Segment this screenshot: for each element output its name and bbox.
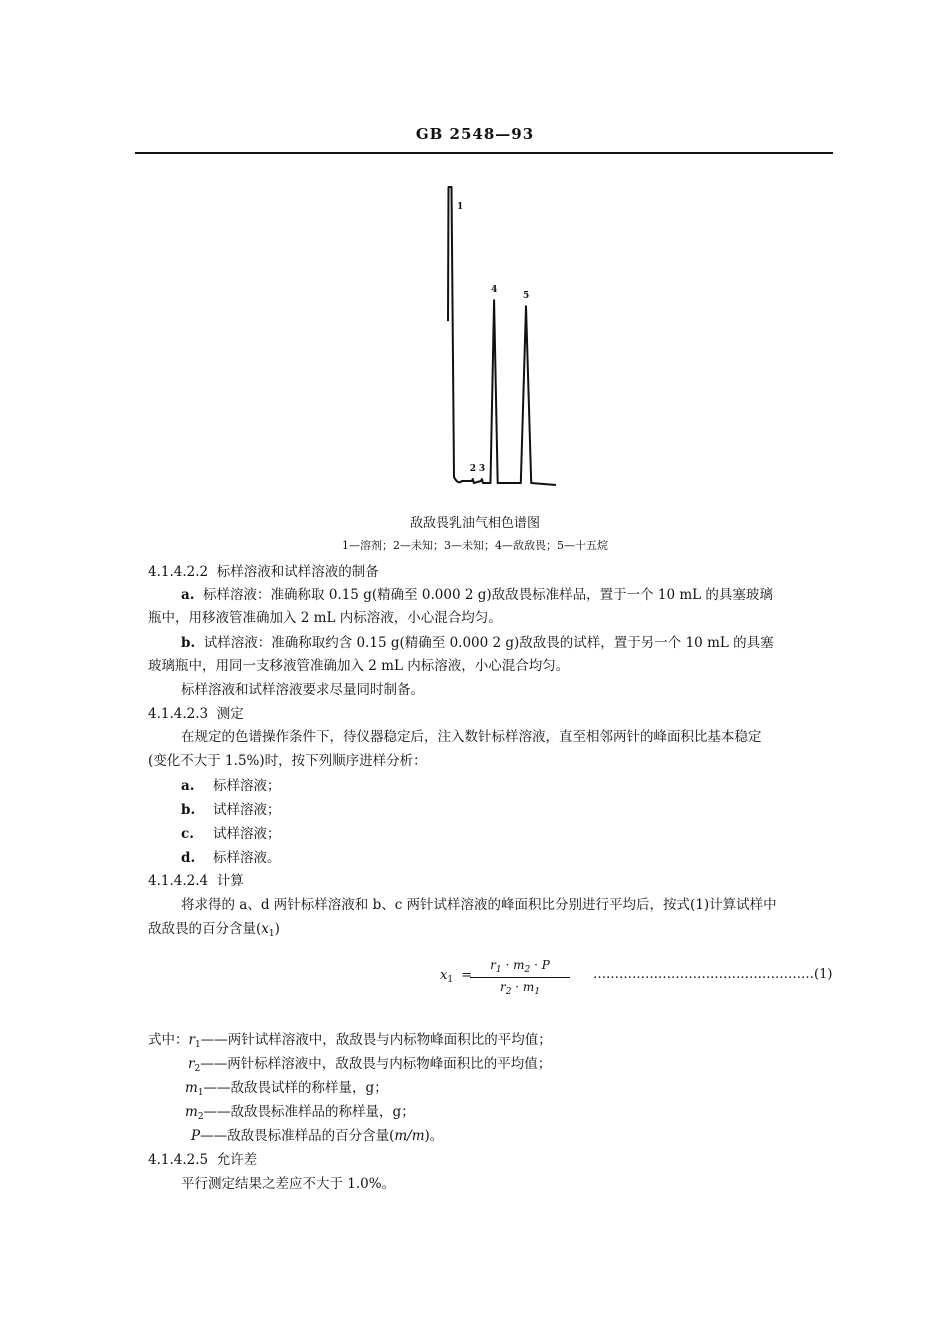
standard-code-header: GB 2548—93 [415, 125, 535, 143]
item-label: a. [181, 587, 195, 603]
equation-number: (1) [814, 967, 833, 982]
sub: 1 [534, 987, 541, 997]
chromatogram-trace [448, 187, 556, 485]
leader-dots: …………………………………………… [593, 967, 814, 982]
section-number: 4.1.4.2.2 [148, 564, 209, 580]
sym: r [490, 958, 496, 972]
item-text: 标样溶液：准确称取 0.15 g(精确至 0.000 2 g)敌敌畏标准样品，置于一个 10 mL 的具塞玻璃 [203, 587, 773, 603]
where-prefix: 式中： [148, 1032, 189, 1048]
sequence-item-b [181, 798, 281, 818]
sub: 2 [524, 965, 531, 975]
formula-lhs [440, 968, 472, 985]
item-b-line2: 玻璃瓶中，用同一支移液管准确加入 2 mL 内标溶液，小心混合均匀。 [148, 658, 570, 674]
section-4-1-4-2-3-heading [148, 702, 244, 722]
sequence-item-c [181, 822, 281, 842]
where-text: ——两针试样溶液中，敌敌畏与内标物峰面积比的平均值； [200, 1032, 552, 1048]
item-a-line1 [181, 583, 773, 603]
formula-x-sub: 1 [447, 975, 454, 985]
dot: · [505, 958, 510, 972]
sub: 1 [495, 965, 502, 975]
where-text: ——敌敌畏试样的称样量，g； [203, 1080, 388, 1096]
peak-label: 3 [478, 464, 486, 474]
section-title: 允许差 [216, 1152, 258, 1168]
peak-label: 1 [457, 202, 464, 212]
where-sym: m [185, 1080, 198, 1096]
calculation-line1: 将求得的 a、d 两针标样溶液和 b、c 两针试样溶液的峰面积比分别进行平均后，按式(1)计算试样中 [181, 897, 777, 913]
where-text: ——两针标样溶液中，敌敌畏与内标物峰面积比的平均值； [200, 1056, 552, 1072]
section-title: 测定 [216, 706, 244, 722]
item-a-line2: 瓶中，用移液管准确加入 2 mL 内标溶液，小心混合均匀。 [148, 610, 502, 626]
where-text: ——敌敌畏标准样品的称样量，g； [203, 1104, 415, 1120]
item-text: 标样溶液； [213, 778, 281, 794]
section-number: 4.1.4.2.3 [148, 706, 209, 722]
section-number: 4.1.4.2.5 [148, 1152, 209, 1168]
item-label: d. [181, 850, 196, 866]
section-title: 计算 [216, 873, 244, 889]
section-title: 标样溶液和试样溶液的制备 [216, 564, 379, 580]
where-unit: m/m [394, 1128, 425, 1144]
formula-equals: = [461, 968, 473, 983]
item-label: b. [181, 802, 196, 818]
sym: m [522, 980, 535, 994]
formula-denominator [470, 978, 570, 997]
where-sym: r [188, 1032, 195, 1048]
figure-legend: 1—溶剂；2—未知；3—未知；4—敌敌畏；5—十五烷 [342, 539, 608, 552]
header-rule [135, 152, 833, 154]
sym: m [513, 958, 525, 972]
calc-var: x [261, 921, 269, 937]
where-text: ——敌敌畏标准样品的百分含量( [200, 1128, 395, 1144]
where-sub: 2 [197, 1112, 204, 1122]
item-text: 试样溶液； [213, 802, 281, 818]
item-label: c. [181, 826, 194, 842]
calc-text: 敌敌畏的百分含量( [148, 921, 262, 937]
item-text: 标样溶液。 [213, 850, 281, 866]
dot: · [515, 980, 520, 994]
measurement-line2: (变化不大于 1.5%)时，按下列顺序进样分析： [148, 753, 427, 769]
sequence-item-a [181, 774, 281, 794]
item-b-line1 [181, 631, 774, 651]
where-item-m2 [185, 1100, 415, 1122]
item-text: 试样溶液：准确称取约含 0.15 g(精确至 0.000 2 g)敌敌畏的试样，置于另一个 10 mL 的具塞 [203, 635, 774, 651]
peak-label: 4 [491, 285, 498, 296]
where-item-p [191, 1124, 443, 1144]
where-item-r1 [148, 1028, 552, 1050]
figure-title: 敌敌畏乳油气相色谱图 [409, 516, 540, 531]
peak-label: 5 [523, 291, 530, 302]
calc-text-end: ) [274, 921, 280, 937]
where-sym: P [191, 1128, 201, 1144]
item-text: 试样溶液； [213, 826, 281, 842]
where-sub: 1 [197, 1088, 204, 1098]
sym: P [541, 958, 550, 972]
sequence-item-d [181, 846, 281, 866]
where-sub: 2 [194, 1064, 201, 1074]
formula-x: x [440, 968, 448, 983]
preparation-note: 标样溶液和试样溶液要求尽量同时制备。 [181, 682, 424, 698]
calculation-line2 [148, 917, 280, 939]
dot: · [534, 958, 538, 972]
section-number: 4.1.4.2.4 [148, 873, 209, 889]
peak-label: 2 [469, 464, 477, 474]
measurement-line1: 在规定的色谱操作条件下，待仪器稳定后，注入数针标样溶液，直至相邻两针的峰面积比基本稳定 [181, 729, 762, 745]
calc-var-sub: 1 [268, 929, 275, 939]
where-end: )。 [424, 1128, 444, 1144]
where-item-m1 [185, 1076, 388, 1098]
item-label: a. [181, 778, 195, 794]
where-sym: r [188, 1056, 195, 1072]
section-4-1-4-2-2-heading [148, 560, 379, 580]
where-sub: 1 [194, 1040, 201, 1050]
section-4-1-4-2-4-heading [148, 869, 244, 889]
chromatogram-figure [430, 180, 570, 500]
formula-leader [593, 967, 832, 982]
tolerance-text: 平行测定结果之差应不大于 1.0%。 [181, 1176, 396, 1192]
section-4-1-4-2-5-heading [148, 1148, 257, 1168]
sub: 2 [505, 987, 512, 997]
where-item-r2 [188, 1052, 551, 1074]
formula-numerator [470, 958, 570, 978]
where-sym: m [185, 1104, 198, 1120]
sym: r [499, 980, 506, 994]
formula-fraction [470, 958, 570, 997]
item-label: b. [181, 635, 196, 651]
